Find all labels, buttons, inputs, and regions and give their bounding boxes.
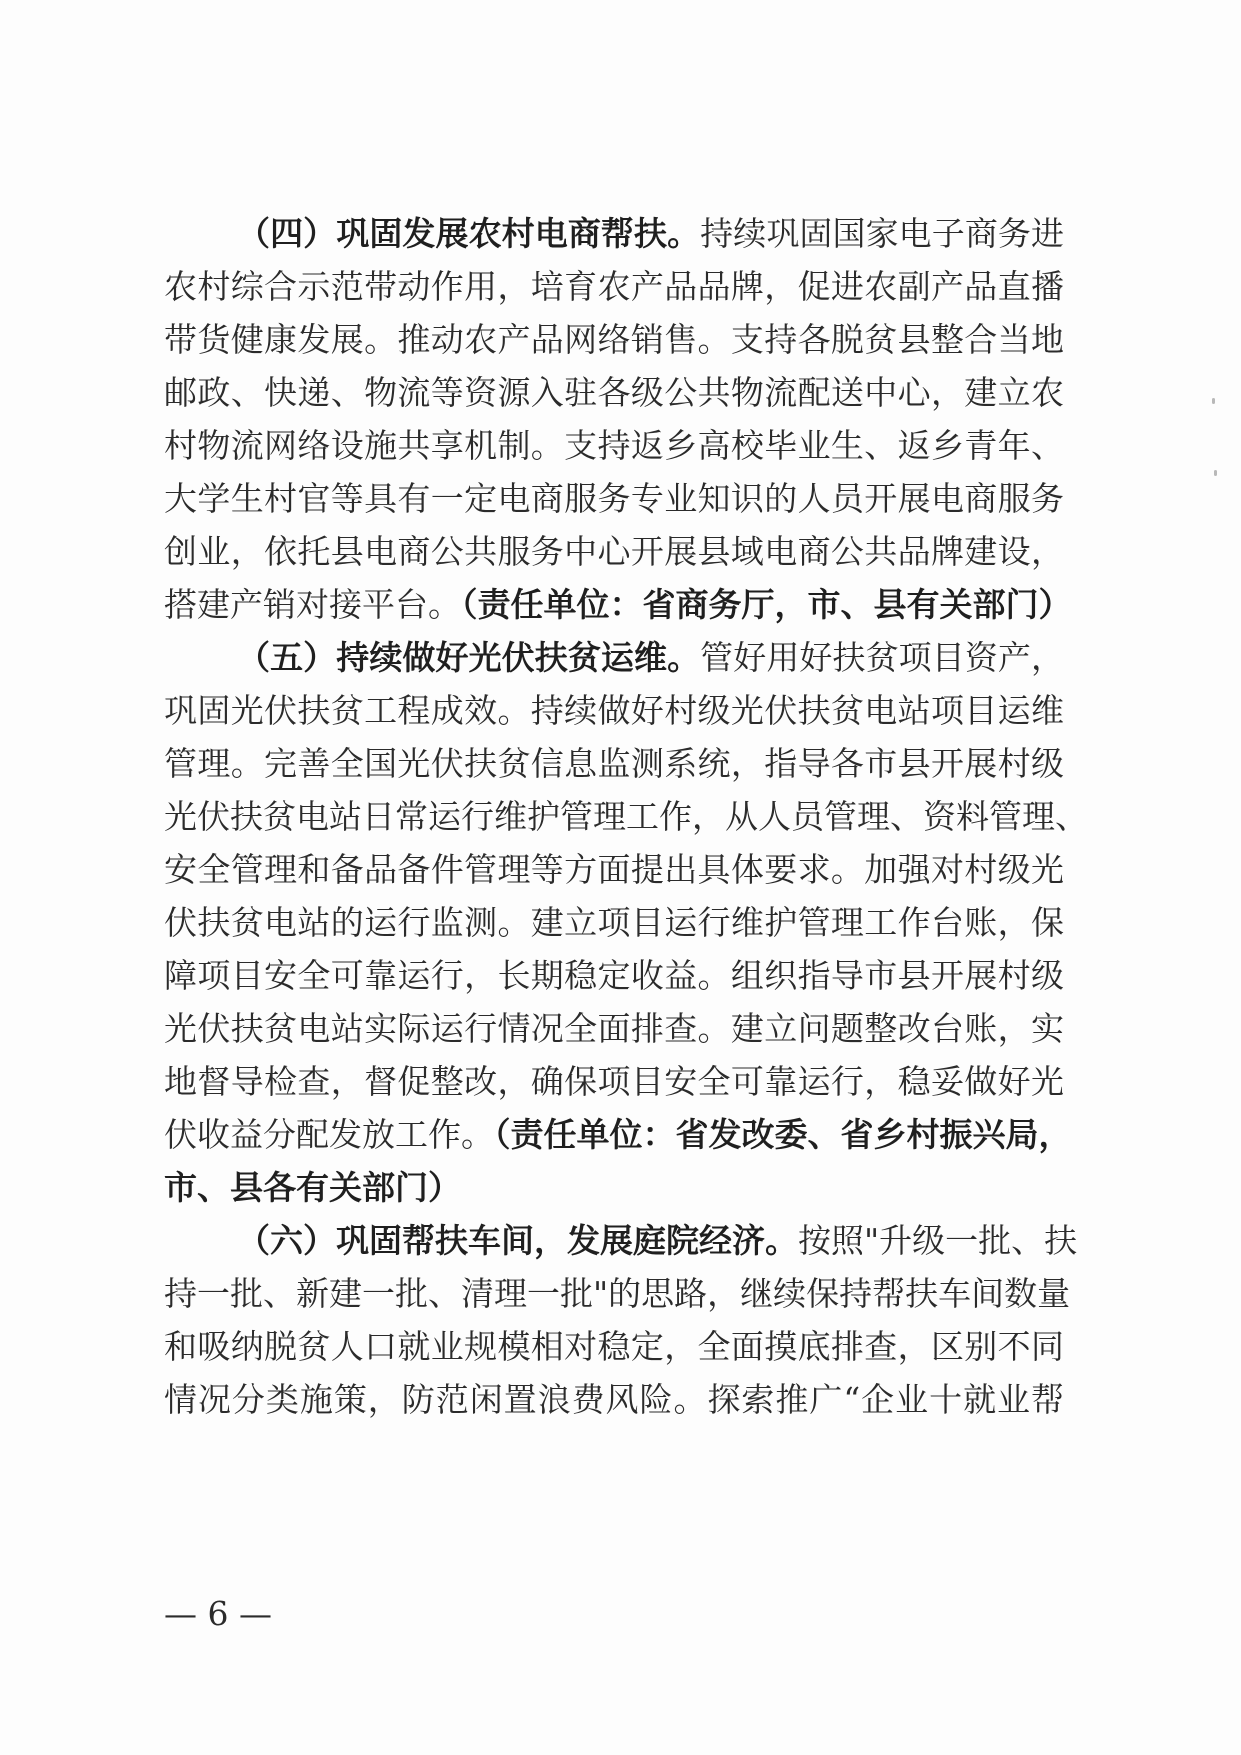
paragraph-line — [164, 577, 1072, 633]
responsibility-note: （责任单位：省商务厅，市、县有关部门） — [461, 585, 1072, 624]
paragraph-line — [237, 206, 1064, 262]
paragraph-line — [164, 1319, 1064, 1375]
page-number: — 6 — — [164, 1594, 272, 1633]
paragraph-line — [164, 895, 1064, 951]
paragraph-line — [164, 259, 1064, 315]
paragraph-text: 光伏扶贫电站日常运行维护管理工作，从人员管理、资料管理、 — [164, 797, 1088, 836]
paragraph-text: 管理。完善全国光伏扶贫信息监测系统，指导各市县开展村级 — [164, 744, 1064, 783]
paragraph-line — [237, 1213, 1078, 1269]
paragraph-text: 按照"升级一批、扶 — [798, 1221, 1078, 1260]
section-heading: （五）持续做好光伏扶贫运维。 — [237, 638, 701, 677]
paragraph-text: 持一批、新建一批、清理一批"的思路，继续保持帮扶车间数量 — [164, 1274, 1071, 1313]
paragraph-line — [164, 1372, 1064, 1428]
paragraph-line — [164, 1001, 1064, 1057]
paragraph-line — [164, 842, 1064, 898]
paragraph-text: 管好用好扶贫项目资产， — [700, 638, 1065, 677]
paragraph-line — [164, 683, 1064, 739]
paragraph-text: 大学生村官等具有一定电商服务专业知识的人员开展电商服务 — [164, 479, 1064, 518]
paragraph-text: 和吸纳脱贫人口就业规模相对稳定，全面摸底排查，区别不同 — [164, 1327, 1064, 1366]
section-heading: （六）巩固帮扶车间，发展庭院经济。 — [237, 1221, 798, 1260]
paragraph-line — [164, 1054, 1064, 1110]
paragraph-text: 搭建产销对接平台。 — [164, 585, 461, 624]
paragraph-text: 巩固光伏扶贫工程成效。持续做好村级光伏扶贫电站项目运维 — [164, 691, 1064, 730]
paragraph-text: 光伏扶贫电站实际运行情况全面排查。建立问题整改台账，实 — [164, 1009, 1064, 1048]
paragraph-text: 带货健康发展。推动农产品网络销售。支持各脱贫县整合当地 — [164, 320, 1064, 359]
responsibility-note: 市、县各有关部门） — [164, 1168, 461, 1207]
paragraph-text: 邮政、快递、物流等资源入驻各级公共物流配送中心，建立农 — [164, 373, 1064, 412]
paragraph-line — [164, 365, 1064, 421]
paragraph-text: 农村综合示范带动作用，培育农产品品牌，促进农副产品直播 — [164, 267, 1064, 306]
scan-speck — [1212, 398, 1215, 404]
paragraph-line — [164, 1160, 1064, 1216]
paragraph-line — [164, 1107, 1072, 1163]
paragraph-text: 伏扶贫电站的运行监测。建立项目运行维护管理工作台账，保 — [164, 903, 1064, 942]
paragraph-text: 安全管理和备品备件管理等方面提出具体要求。加强对村级光 — [164, 850, 1064, 889]
responsibility-note: （责任单位：省发改委、省乡村振兴局， — [494, 1115, 1072, 1154]
paragraph-line — [164, 736, 1064, 792]
paragraph-text: 伏收益分配发放工作。 — [164, 1115, 494, 1154]
paragraph-line — [164, 471, 1064, 527]
paragraph-text: 村物流网络设施共享机制。支持返乡高校毕业生、返乡青年、 — [164, 426, 1064, 465]
scan-speck — [1214, 470, 1217, 476]
paragraph-line — [164, 948, 1064, 1004]
paragraph-text: 地督导检查，督促整改，确保项目安全可靠运行，稳妥做好光 — [164, 1062, 1064, 1101]
paragraph-line — [164, 312, 1064, 368]
paragraph-line — [164, 789, 1088, 845]
paragraph-line — [164, 418, 1064, 474]
paragraph-text: 情况分类施策，防范闲置浪费风险。探索推广“企业十就业帮 — [164, 1380, 1064, 1419]
paragraph-line — [164, 524, 1064, 580]
paragraph-text: 创业，依托县电商公共服务中心开展县域电商公共品牌建设， — [164, 532, 1064, 571]
section-heading: （四）巩固发展农村电商帮扶。 — [237, 214, 701, 253]
paragraph-line — [237, 630, 1064, 686]
paragraph-text: 持续巩固国家电子商务进 — [700, 214, 1065, 253]
paragraph-line — [164, 1266, 1071, 1322]
paragraph-text: 障项目安全可靠运行，长期稳定收益。组织指导市县开展村级 — [164, 956, 1064, 995]
